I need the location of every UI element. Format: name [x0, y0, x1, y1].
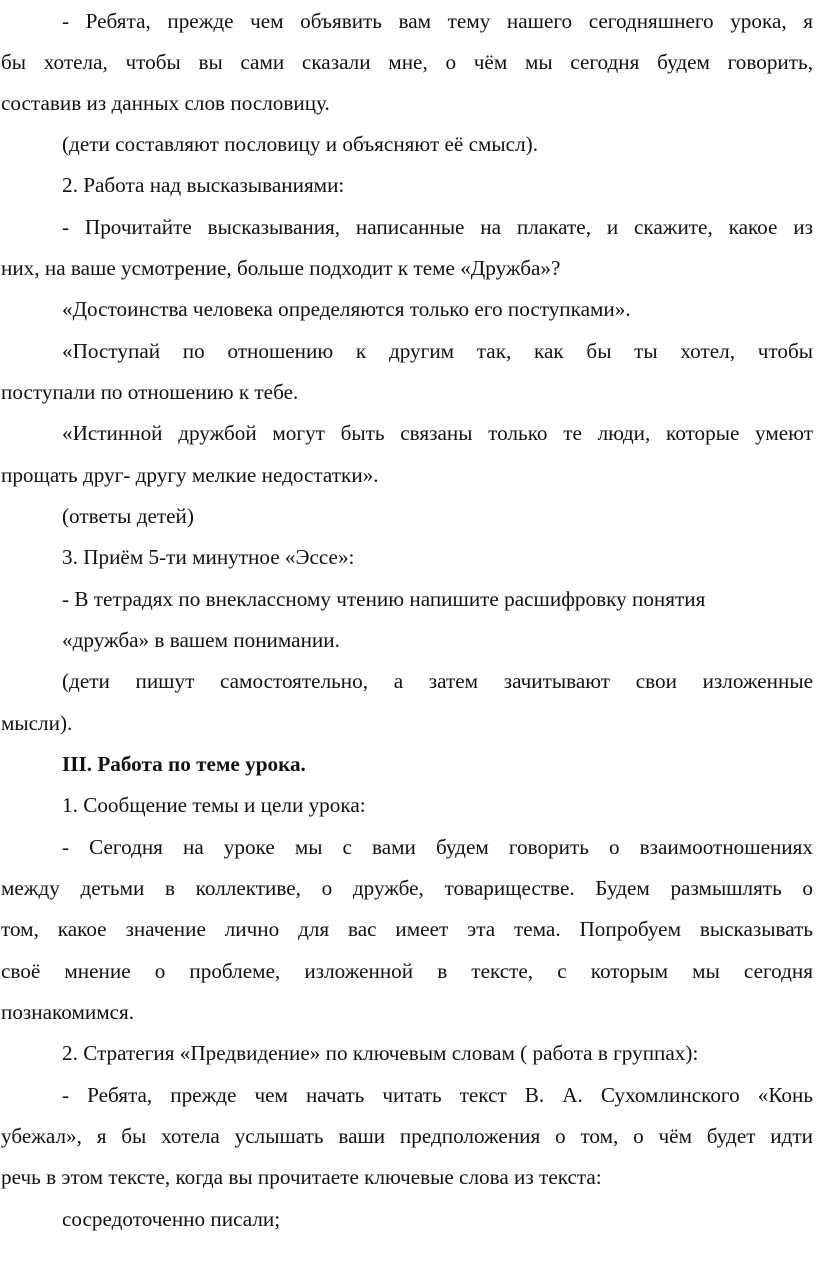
text-line: том, какое значение лично для вас имеет эта тема. Попробуем высказывать [1, 917, 813, 941]
section-heading: 2. Стратегия «Предвидение» по ключевым словам ( работа в группах): [62, 1041, 699, 1065]
text-line: убежал», я бы хотела услышать ваши предположения о том, о чём будет идти [1, 1124, 813, 1148]
text-line: - Прочитайте высказывания, написанные на плакате, и скажите, какое из [62, 215, 813, 239]
text-line: мысли). [1, 711, 73, 735]
text-line: (ответы детей) [62, 504, 194, 528]
text-line: бы хотела, чтобы вы сами сказали мне, о чём мы сегодня будем говорить, [1, 50, 813, 74]
quote-line: «Истинной дружбой могут быть связаны только те люди, которые умеют [62, 421, 813, 445]
text-line: «дружба» в вашем понимании. [62, 628, 340, 652]
text-line: - В тетрадях по внеклассному чтению напишите расшифровку понятия [62, 587, 706, 611]
section-title: III. Работа по теме урока. [62, 752, 306, 776]
section-heading: 3. Приём 5-ти минутное «Эссе»: [62, 545, 355, 569]
quote-line: «Достоинства человека определяются только его поступками». [62, 297, 631, 321]
text-line: (дети составляют пословицу и объясняют её смысл). [62, 132, 538, 156]
text-line: сосредоточенно писали; [62, 1207, 281, 1231]
quote-line: поступали по отношению к тебе. [1, 380, 299, 404]
text-line: - Ребята, прежде чем объявить вам тему нашего сегодняшнего урока, я [62, 9, 813, 33]
text-line: (дети пишут самостоятельно, а затем зачитывают свои изложенные [62, 669, 813, 693]
text-line: составив из данных слов пословицу. [1, 91, 330, 115]
text-line: между детьми в коллективе, о дружбе, товариществе. Будем размышлять о [1, 876, 813, 900]
text-line: них, на ваше усмотрение, больше подходит к теме «Дружба»? [1, 256, 561, 280]
text-line: - Ребята, прежде чем начать читать текст В. А. Сухомлинского «Конь [62, 1083, 813, 1107]
text-line: своё мнение о проблеме, изложенной в тексте, с которым мы сегодня [1, 959, 813, 983]
quote-line: «Поступай по отношению к другим так, как бы ты хотел, чтобы [62, 339, 813, 363]
section-heading: 2. Работа над высказываниями: [62, 173, 345, 197]
section-heading: 1. Сообщение темы и цели урока: [62, 793, 366, 817]
text-line: речь в этом тексте, когда вы прочитаете ключевые слова из текста: [1, 1165, 602, 1189]
quote-line: прощать друг- другу мелкие недостатки». [1, 463, 379, 487]
text-line: познакомимся. [1, 1000, 135, 1024]
text-line: - Сегодня на уроке мы с вами будем говорить о взаимоотношениях [62, 835, 813, 859]
